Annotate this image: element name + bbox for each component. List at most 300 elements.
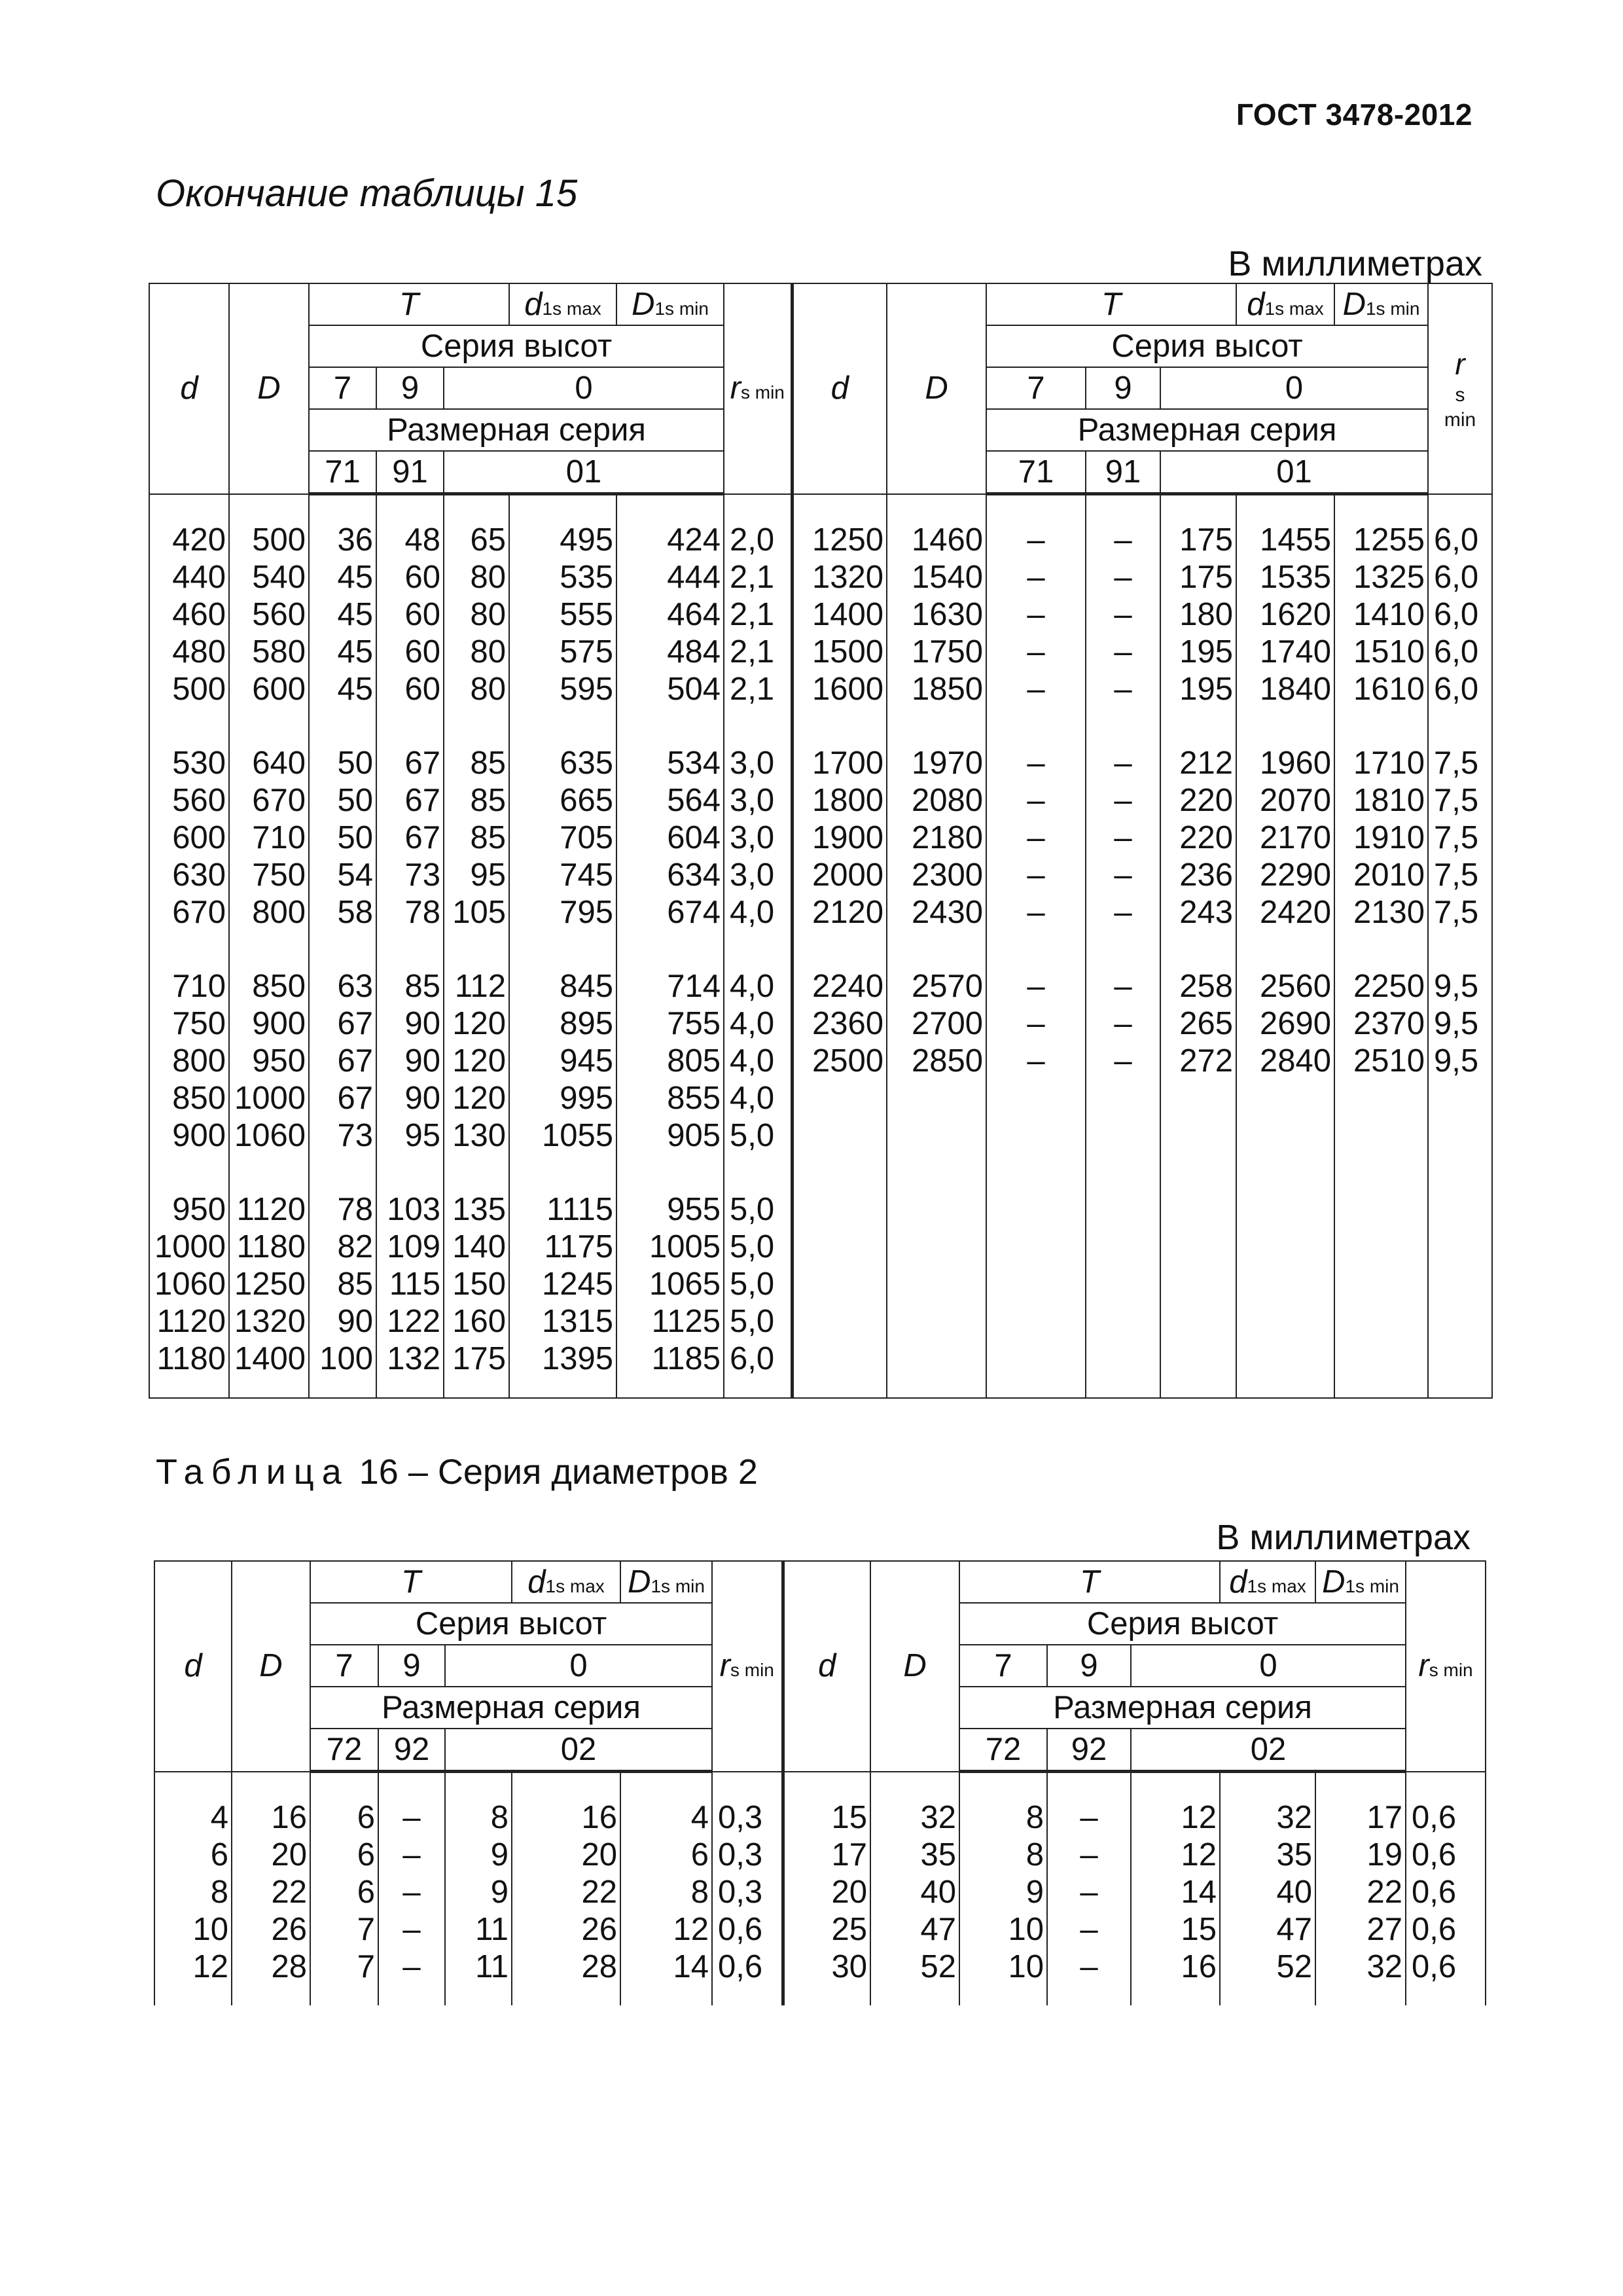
table-cell (1236, 1266, 1334, 1303)
table-cell: 1250 (792, 522, 887, 559)
table-cell: 4 (154, 1799, 232, 1837)
table-cell: 1810 (1334, 782, 1428, 819)
table-cell: 1840 (1236, 671, 1334, 708)
table-row (154, 1874, 1486, 1911)
table-cell: 4,0 (724, 1080, 792, 1117)
table-cell: 634 (616, 857, 724, 894)
height-9: 9 (376, 367, 444, 409)
table-cell: 1610 (1334, 671, 1428, 708)
table-row (149, 1043, 1492, 1080)
col-D: D (232, 1561, 310, 1772)
table-cell: 5,0 (724, 1303, 792, 1340)
table-cell: 2,1 (724, 596, 792, 634)
table-cell: 25 (783, 1911, 870, 1948)
table-cell: 424 (616, 522, 724, 559)
table-cell (1160, 1266, 1236, 1303)
table-cell: 750 (149, 1005, 229, 1043)
table-cell: 2360 (792, 1005, 887, 1043)
table15 (149, 283, 1493, 1399)
table-cell: 14 (620, 1948, 712, 1986)
col-rs-min: rs min (712, 1561, 783, 1772)
table-cell: 67 (376, 745, 444, 782)
table-row (149, 1117, 1492, 1155)
size-92-right: 92 (1047, 1729, 1131, 1772)
table-cell: 122 (376, 1303, 444, 1340)
table-cell: 95 (376, 1117, 444, 1155)
table-cell: 950 (149, 1191, 229, 1229)
table-cell: 2420 (1236, 894, 1334, 931)
table-cell: 220 (1160, 819, 1236, 857)
table-cell: 6 (620, 1837, 712, 1874)
col-d-right: d (783, 1561, 870, 1772)
table-spacer (149, 708, 1492, 745)
table-cell: 2430 (887, 894, 986, 931)
table-cell: 67 (309, 1005, 376, 1043)
table-cell: 1255 (1334, 522, 1428, 559)
table-cell: – (986, 894, 1086, 931)
table-cell: 6,0 (1428, 596, 1492, 634)
table-spacer (154, 1772, 1486, 1800)
table-cell: – (986, 596, 1086, 634)
table-cell: 1060 (229, 1117, 309, 1155)
size-71: 71 (309, 451, 376, 494)
size-92: 92 (378, 1729, 445, 1772)
table-cell: 73 (309, 1117, 376, 1155)
table-row (149, 1080, 1492, 1117)
table-cell (1086, 1303, 1160, 1340)
table-cell: 850 (149, 1080, 229, 1117)
table-cell: – (1086, 671, 1160, 708)
table-cell: 115 (376, 1266, 444, 1303)
table-cell: 1065 (616, 1266, 724, 1303)
size-01-right: 01 (1160, 451, 1428, 494)
table-cell: 1540 (887, 559, 986, 596)
table-cell: 4,0 (724, 1043, 792, 1080)
table-cell: – (1047, 1874, 1131, 1911)
size-series-label: Размерная серия (309, 409, 724, 451)
table-cell: 1395 (509, 1340, 616, 1378)
table-cell: 175 (444, 1340, 509, 1378)
table-cell: 195 (1160, 671, 1236, 708)
table-cell: 150 (444, 1266, 509, 1303)
table-spacer (149, 1155, 1492, 1191)
table-cell: 90 (376, 1080, 444, 1117)
table-cell: 714 (616, 968, 724, 1005)
table-cell: 26 (512, 1911, 620, 1948)
table-cell: 28 (232, 1948, 310, 1986)
table-cell: 180 (1160, 596, 1236, 634)
table-cell: 905 (616, 1117, 724, 1155)
table-cell: 32 (1315, 1948, 1406, 1986)
table-cell: 504 (616, 671, 724, 708)
table-cell (792, 1266, 887, 1303)
table-cell: 0,6 (712, 1911, 783, 1948)
table-cell (986, 1266, 1086, 1303)
table-row (149, 1191, 1492, 1229)
table-cell: 8 (959, 1799, 1047, 1837)
table-cell: – (378, 1874, 445, 1911)
table-cell: 0,6 (1406, 1874, 1486, 1911)
table-cell: 945 (509, 1043, 616, 1080)
table-cell (792, 1117, 887, 1155)
table-cell: 220 (1160, 782, 1236, 819)
table-cell: – (986, 819, 1086, 857)
table-cell: 15 (783, 1799, 870, 1837)
table-cell (1086, 1080, 1160, 1117)
table-cell: 195 (1160, 634, 1236, 671)
table-cell: 67 (309, 1080, 376, 1117)
table-cell: 27 (1315, 1911, 1406, 1948)
table-cell: 6,0 (1428, 634, 1492, 671)
table-cell: 0,3 (712, 1799, 783, 1837)
table-cell: 50 (309, 745, 376, 782)
table-cell: 160 (444, 1303, 509, 1340)
table-cell (986, 1303, 1086, 1340)
table-cell (1236, 1117, 1334, 1155)
table-cell: 845 (509, 968, 616, 1005)
table-cell (1428, 1117, 1492, 1155)
table16-caption-word: Таблица (156, 1452, 349, 1492)
table-cell: 35 (1220, 1837, 1315, 1874)
table-cell (1334, 1266, 1428, 1303)
table-cell: 112 (444, 968, 509, 1005)
table-cell: 800 (149, 1043, 229, 1080)
table-cell: 670 (149, 894, 229, 931)
table-cell: 1115 (509, 1191, 616, 1229)
table-cell: 19 (1315, 1837, 1406, 1874)
table-cell: 73 (376, 857, 444, 894)
table-cell: 2840 (1236, 1043, 1334, 1080)
table-cell: 955 (616, 1191, 724, 1229)
col-d: d (154, 1561, 232, 1772)
table-cell: 1500 (792, 634, 887, 671)
table-cell: 1055 (509, 1117, 616, 1155)
table-cell (1236, 1303, 1334, 1340)
table-cell: 6 (310, 1799, 378, 1837)
table-cell (792, 1191, 887, 1229)
table-cell: 60 (376, 634, 444, 671)
table-cell: 1700 (792, 745, 887, 782)
table-cell: 10 (959, 1911, 1047, 1948)
table-row (149, 894, 1492, 931)
table-cell: 132 (376, 1340, 444, 1378)
table-cell: 22 (232, 1874, 310, 1911)
table-cell: 14 (1131, 1874, 1220, 1911)
table-cell: 805 (616, 1043, 724, 1080)
table-spacer (149, 1378, 1492, 1398)
table-spacer (149, 494, 1492, 522)
size-72: 72 (310, 1729, 378, 1772)
table-cell: 1800 (792, 782, 887, 819)
table-cell: – (986, 1005, 1086, 1043)
table-cell: 45 (309, 671, 376, 708)
table-cell: 22 (1315, 1874, 1406, 1911)
table15-units: В миллиметрах (1228, 244, 1482, 283)
col-d1s-max: d1s max (509, 283, 616, 325)
table-cell: 7,5 (1428, 857, 1492, 894)
table-cell: 444 (616, 559, 724, 596)
table-cell: – (1086, 559, 1160, 596)
table-cell: 1970 (887, 745, 986, 782)
table-cell: – (986, 671, 1086, 708)
table-cell: – (1086, 1043, 1160, 1080)
table-cell: 20 (783, 1874, 870, 1911)
col-D-right: D (887, 283, 986, 494)
table-cell: 7 (310, 1948, 378, 1986)
table-cell: 1120 (149, 1303, 229, 1340)
table-cell: – (1086, 745, 1160, 782)
size-72-right: 72 (959, 1729, 1047, 1772)
table-cell: 500 (149, 671, 229, 708)
table-cell: – (986, 745, 1086, 782)
table-cell: 710 (229, 819, 309, 857)
table-cell: 8 (959, 1837, 1047, 1874)
table-cell (887, 1191, 986, 1229)
size-02-right: 02 (1131, 1729, 1406, 1772)
table-cell: 1125 (616, 1303, 724, 1340)
table-cell (1334, 1303, 1428, 1340)
table-cell (1428, 1266, 1492, 1303)
height-0-right: 0 (1160, 367, 1428, 409)
table-cell: 2510 (1334, 1043, 1428, 1080)
table16-caption (156, 1452, 758, 1492)
table-cell: 5,0 (724, 1266, 792, 1303)
table-cell (1160, 1117, 1236, 1155)
table-cell: 1245 (509, 1266, 616, 1303)
table-cell: 2290 (1236, 857, 1334, 894)
table-cell: 1175 (509, 1229, 616, 1266)
table-cell: 28 (512, 1948, 620, 1986)
table-cell: 80 (444, 634, 509, 671)
table-cell (792, 1303, 887, 1340)
table-row (149, 1005, 1492, 1043)
table-cell: 16 (232, 1799, 310, 1837)
table-cell: – (378, 1799, 445, 1837)
table-cell: – (1047, 1911, 1131, 1948)
table-cell (1236, 1080, 1334, 1117)
table-cell: 3,0 (724, 819, 792, 857)
table-cell: 120 (444, 1005, 509, 1043)
height-7-right: 7 (959, 1645, 1047, 1687)
table-cell: 47 (870, 1911, 959, 1948)
table-cell: – (1047, 1799, 1131, 1837)
table-cell: 90 (309, 1303, 376, 1340)
table-cell: 90 (376, 1043, 444, 1080)
table-cell: 635 (509, 745, 616, 782)
table-cell: 11 (445, 1948, 512, 1986)
col-D: D (229, 283, 309, 494)
table-cell: 6,0 (1428, 671, 1492, 708)
table-cell: 530 (149, 745, 229, 782)
table-cell: 2130 (1334, 894, 1428, 931)
table-cell (1236, 1191, 1334, 1229)
table-row (149, 671, 1492, 708)
table-cell: 1740 (1236, 634, 1334, 671)
size-91-right: 91 (1086, 451, 1160, 494)
table-cell: 7 (310, 1911, 378, 1948)
size-series-label: Размерная серия (310, 1687, 712, 1729)
table-row (149, 559, 1492, 596)
table-cell: 745 (509, 857, 616, 894)
table-cell (887, 1080, 986, 1117)
table-row (149, 819, 1492, 857)
table-cell (1086, 1266, 1160, 1303)
table-cell: 2180 (887, 819, 986, 857)
col-rs-min: rs min (724, 283, 792, 494)
col-T: T (310, 1561, 512, 1603)
table-cell (1236, 1340, 1334, 1378)
col-D1s-min-right: D1s min (1334, 283, 1428, 325)
table-cell: 265 (1160, 1005, 1236, 1043)
table-cell: 1320 (792, 559, 887, 596)
table-cell: 175 (1160, 559, 1236, 596)
table-row (154, 1948, 1486, 1986)
table-cell: 2120 (792, 894, 887, 931)
table-cell: 670 (229, 782, 309, 819)
table-cell: 32 (870, 1799, 959, 1837)
height-9-right: 9 (1047, 1645, 1131, 1687)
table-row (154, 1799, 1486, 1837)
table-cell: 85 (444, 819, 509, 857)
table-cell (1428, 1340, 1492, 1378)
table-cell: 2,0 (724, 522, 792, 559)
table-row (149, 857, 1492, 894)
table-cell: 50 (309, 782, 376, 819)
table-cell: 6,0 (1428, 559, 1492, 596)
table-cell (1160, 1340, 1236, 1378)
table-cell: 4 (620, 1799, 712, 1837)
table-cell: 1185 (616, 1340, 724, 1378)
table-cell: 1850 (887, 671, 986, 708)
table-cell: 1325 (1334, 559, 1428, 596)
table-cell: 600 (149, 819, 229, 857)
col-rs-min-right: r s min (1428, 283, 1492, 494)
table-cell: 1180 (229, 1229, 309, 1266)
table-row (149, 1229, 1492, 1266)
height-0: 0 (445, 1645, 712, 1687)
table-cell: 1710 (1334, 745, 1428, 782)
table-spacer (154, 1986, 1486, 2005)
table-cell: 11 (445, 1911, 512, 1948)
table-cell (986, 1191, 1086, 1229)
table-cell (1086, 1340, 1160, 1378)
table-cell: 67 (376, 782, 444, 819)
col-d: d (149, 283, 229, 494)
table-cell: 8 (445, 1799, 512, 1837)
height-7: 7 (310, 1645, 378, 1687)
table-cell: – (1086, 522, 1160, 559)
table16-body (154, 1772, 1486, 2006)
table-cell (1334, 1117, 1428, 1155)
col-T-right: T (959, 1561, 1220, 1603)
col-T-right: T (986, 283, 1236, 325)
table-cell: 420 (149, 522, 229, 559)
table-cell (887, 1340, 986, 1378)
col-D-right: D (870, 1561, 959, 1772)
table-cell: 30 (783, 1948, 870, 1986)
table15-body (149, 494, 1492, 1399)
table-cell: 67 (376, 819, 444, 857)
table-cell (792, 1340, 887, 1378)
table-cell: 750 (229, 857, 309, 894)
table-cell: 564 (616, 782, 724, 819)
height-9-right: 9 (1086, 367, 1160, 409)
table-cell (986, 1117, 1086, 1155)
table-cell: 1400 (229, 1340, 309, 1378)
height-0-right: 0 (1131, 1645, 1406, 1687)
table-cell: 6,0 (724, 1340, 792, 1378)
height-series-label: Серия высот (309, 325, 724, 367)
table-cell: 12 (1131, 1799, 1220, 1837)
table-cell: 560 (229, 596, 309, 634)
table-cell: 105 (444, 894, 509, 931)
table-cell (792, 1080, 887, 1117)
col-D1s-min: D1s min (620, 1561, 712, 1603)
table-row (149, 968, 1492, 1005)
table-cell: 12 (620, 1911, 712, 1948)
table-cell: 900 (149, 1117, 229, 1155)
table-cell (887, 1229, 986, 1266)
table-cell: 2850 (887, 1043, 986, 1080)
table-cell: 82 (309, 1229, 376, 1266)
table-cell: 2300 (887, 857, 986, 894)
table-cell: 534 (616, 745, 724, 782)
table-cell: 22 (512, 1874, 620, 1911)
table-cell: 4,0 (724, 968, 792, 1005)
table-cell: 9,5 (1428, 1005, 1492, 1043)
table16 (154, 1560, 1486, 2005)
table-cell: 103 (376, 1191, 444, 1229)
table-cell: 9 (445, 1837, 512, 1874)
table-cell: 52 (1220, 1948, 1315, 1986)
table-cell: 5,0 (724, 1229, 792, 1266)
height-series-label-right: Серия высот (959, 1603, 1406, 1645)
table-cell: 9,5 (1428, 968, 1492, 1005)
size-71-right: 71 (986, 451, 1086, 494)
table-cell: 243 (1160, 894, 1236, 931)
table-cell: 50 (309, 819, 376, 857)
table-cell (1428, 1229, 1492, 1266)
table-cell: 460 (149, 596, 229, 634)
table-cell: 272 (1160, 1043, 1236, 1080)
table-cell: 120 (444, 1080, 509, 1117)
col-d-right: d (792, 283, 887, 494)
table-cell: 855 (616, 1080, 724, 1117)
table-cell: 895 (509, 1005, 616, 1043)
table-cell: 795 (509, 894, 616, 931)
table-cell: 7,5 (1428, 819, 1492, 857)
table-cell: 1600 (792, 671, 887, 708)
height-7: 7 (309, 367, 376, 409)
table-cell: 2000 (792, 857, 887, 894)
table-cell: 80 (444, 559, 509, 596)
table-row (154, 1911, 1486, 1948)
table-cell: 2,1 (724, 671, 792, 708)
table-cell: 1620 (1236, 596, 1334, 634)
table-cell: 2500 (792, 1043, 887, 1080)
table-cell: – (986, 968, 1086, 1005)
table-row (154, 1837, 1486, 1874)
table-cell (1086, 1191, 1160, 1229)
table-cell: 495 (509, 522, 616, 559)
table-cell: 555 (509, 596, 616, 634)
table-cell: 1460 (887, 522, 986, 559)
table-cell: – (1086, 634, 1160, 671)
table-cell: 1180 (149, 1340, 229, 1378)
table-cell: 6 (310, 1874, 378, 1911)
table-cell (1160, 1303, 1236, 1340)
table-cell: 6 (310, 1837, 378, 1874)
